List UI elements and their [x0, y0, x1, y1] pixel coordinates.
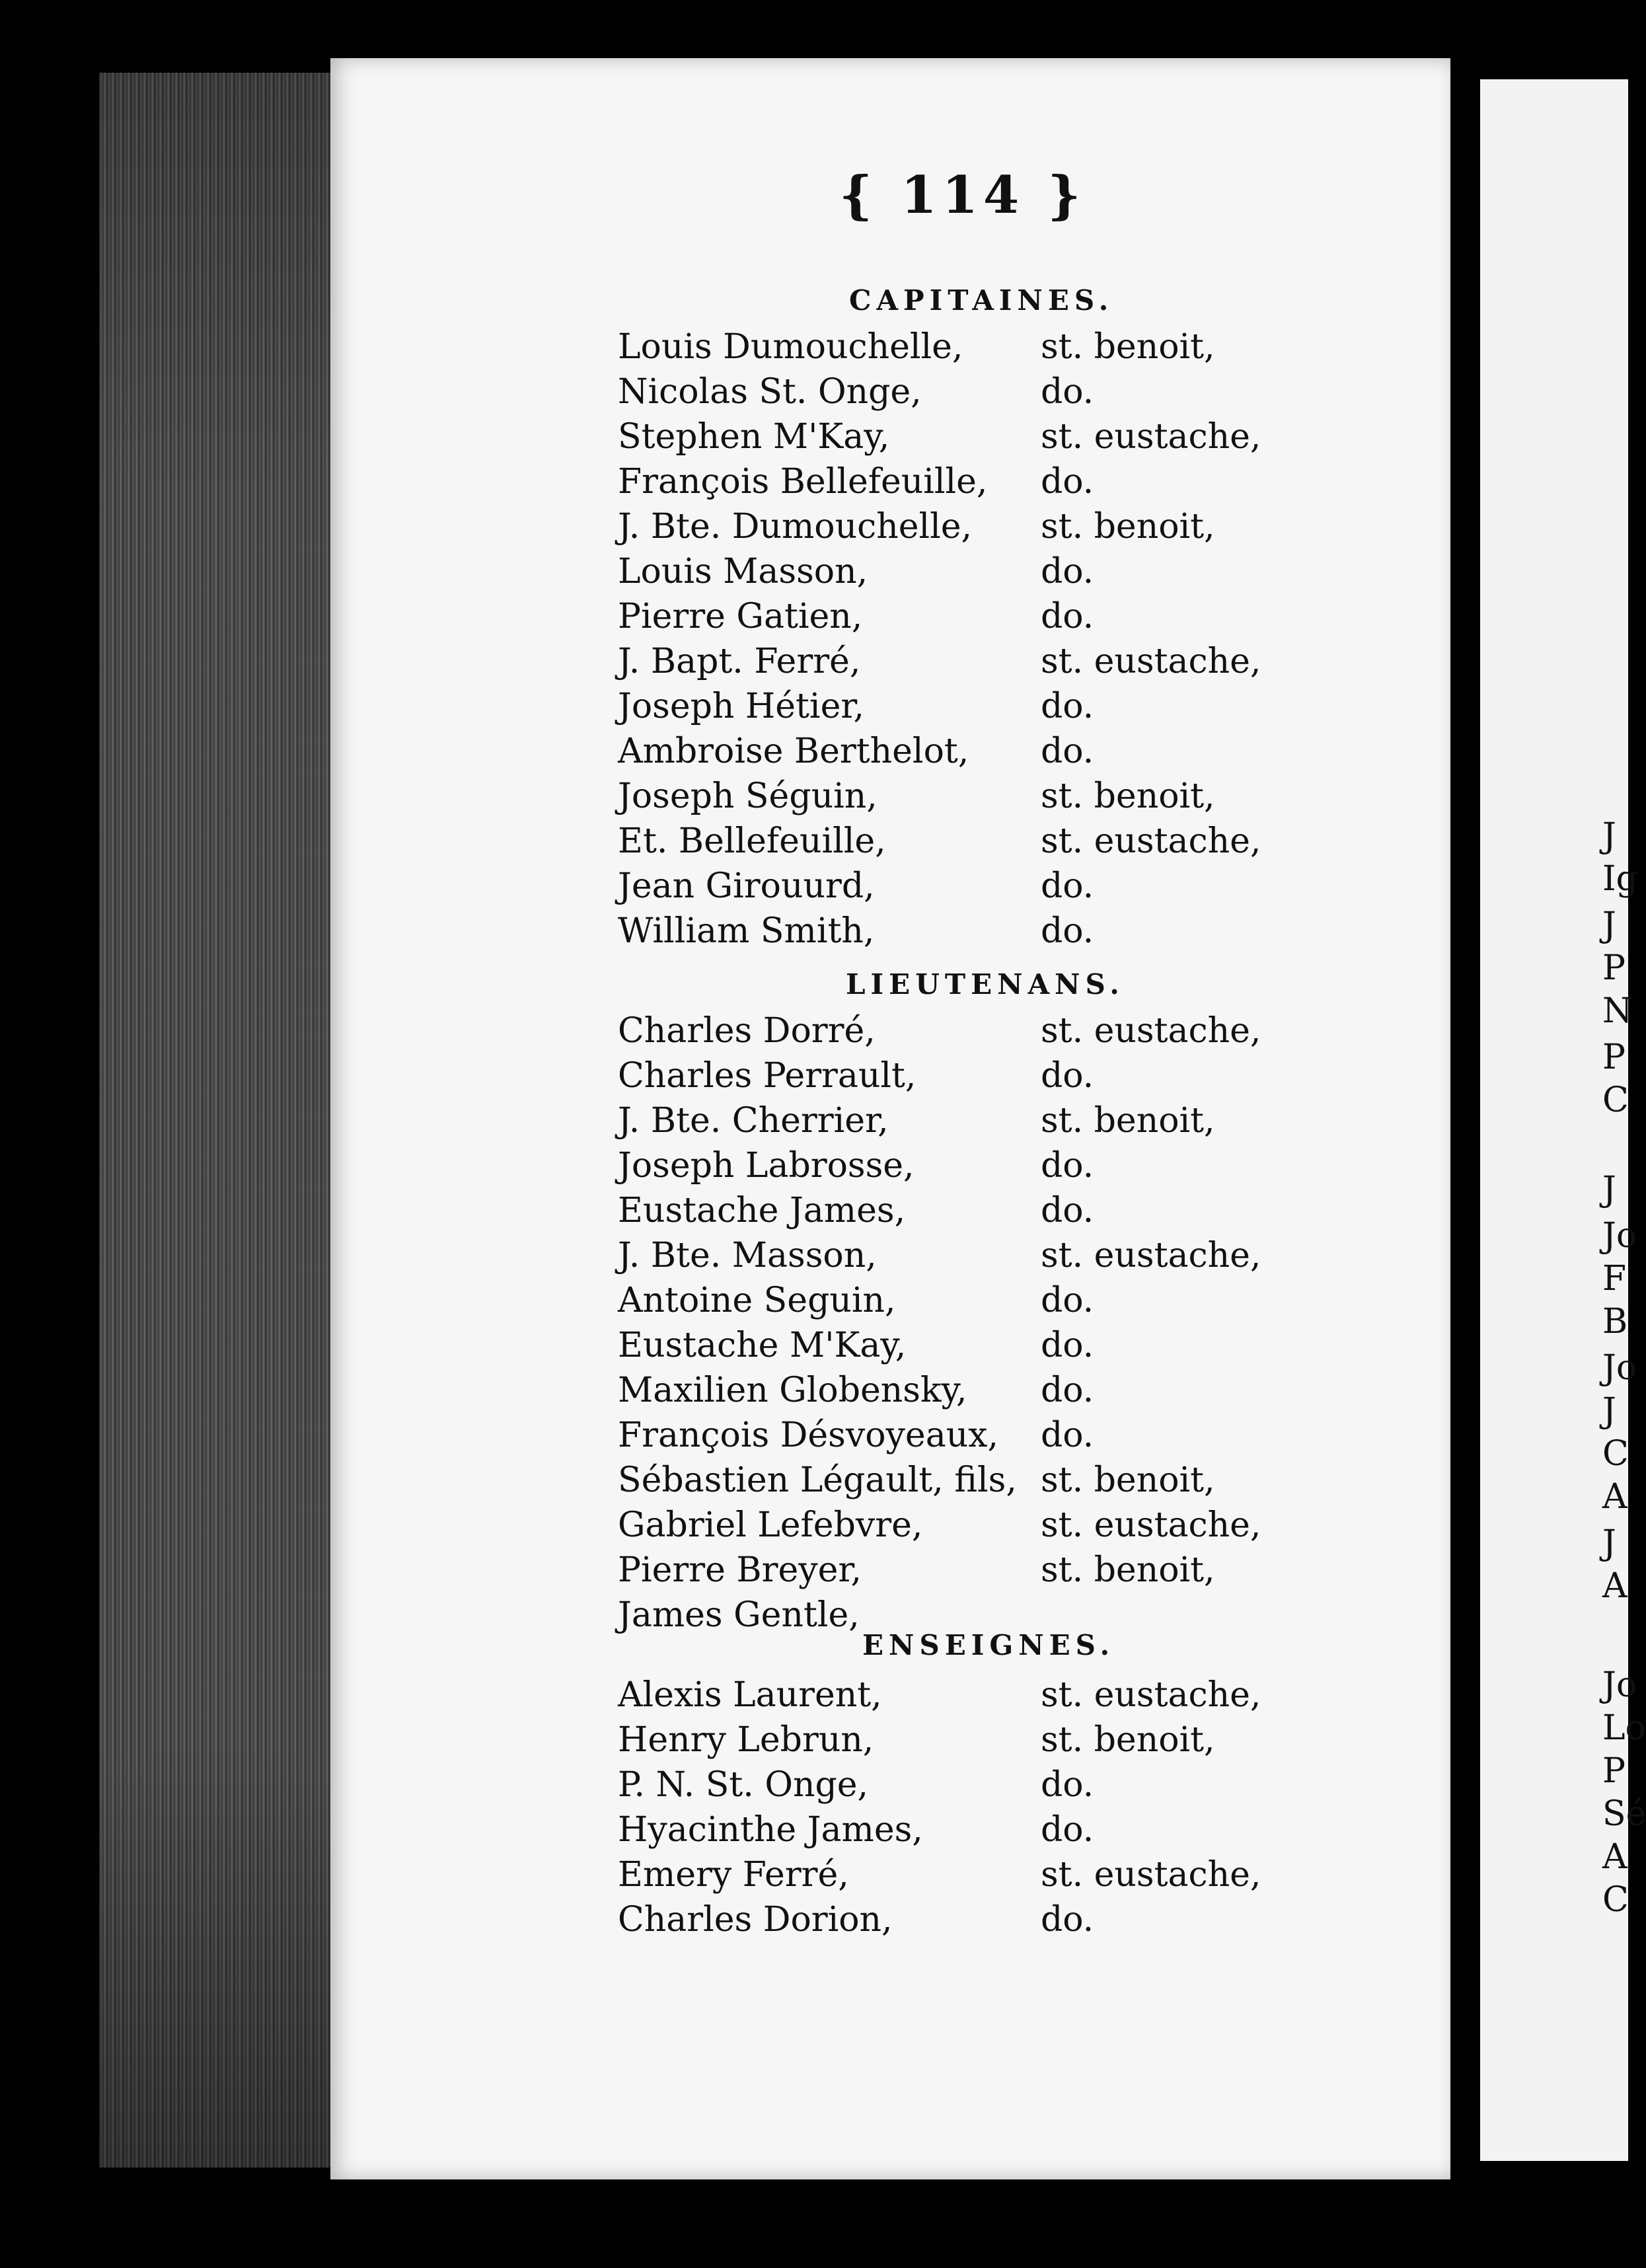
parish-name: st. benoit, [1041, 327, 1215, 367]
officer-name: Et. Bellefeuille, [618, 821, 886, 861]
parish-name: do. [1041, 1191, 1094, 1230]
parish-name: st. eustache, [1041, 417, 1261, 457]
parish-name: do. [1041, 552, 1094, 591]
parish-name: do. [1041, 911, 1094, 951]
adjacent-page-letter: B [1602, 1302, 1628, 1342]
officer-name: Joseph Hétier, [618, 687, 865, 726]
officer-name: Louis Masson, [618, 552, 868, 591]
parish-name: st. benoit, [1041, 1550, 1215, 1590]
officer-name: J. Bapt. Ferré, [618, 642, 861, 681]
parish-name: do. [1041, 687, 1094, 726]
adjacent-page-letter: F [1602, 1259, 1627, 1299]
officer-name: J. Bte. Dumouchelle, [618, 507, 973, 547]
page-number: { 114 } [839, 165, 1086, 225]
adjacent-page-letter: J [1602, 905, 1616, 945]
officer-name: James Gentle, [618, 1595, 860, 1635]
parish-name: do. [1041, 1281, 1094, 1320]
officer-name: Ambroise Berthelot, [618, 732, 969, 771]
officer-name: Henry Lebrun, [618, 1720, 874, 1760]
adjacent-page-letter: P [1602, 1038, 1626, 1077]
adjacent-page-letter: Ig [1602, 859, 1638, 899]
officer-name: Pierre Gatien, [618, 597, 863, 636]
adjacent-page-letter: C [1602, 1434, 1629, 1474]
officer-name: Charles Perrault, [618, 1056, 917, 1096]
parish-name: st. eustache, [1041, 1675, 1261, 1715]
adjacent-page-letter: P [1602, 1751, 1626, 1791]
section-title: ENSEIGNES. [862, 1629, 1115, 1661]
officer-name: Charles Dorion, [618, 1900, 893, 1940]
parish-name: do. [1041, 1900, 1094, 1940]
officer-name: William Smith, [618, 911, 875, 951]
parish-name: do. [1041, 1810, 1094, 1850]
adjacent-page-letter: Sé [1602, 1794, 1646, 1834]
parish-name: do. [1041, 1371, 1094, 1410]
officer-name: Charles Dorré, [618, 1011, 876, 1051]
adjacent-page-letter: J [1602, 1170, 1616, 1209]
parish-name: do. [1041, 372, 1094, 412]
officer-name: Stephen M'Kay, [618, 417, 890, 457]
adjacent-page-letter: Jo [1602, 1216, 1637, 1256]
adjacent-page-letter: Jo [1602, 1348, 1637, 1388]
parish-name: st. eustache, [1041, 642, 1261, 681]
parish-name: do. [1041, 866, 1094, 906]
officer-name: Emery Ferré, [618, 1855, 849, 1895]
officer-name: Sébastien Légault, fils, [618, 1460, 1017, 1500]
adjacent-page-letter: C [1602, 1080, 1629, 1120]
officer-name: Pierre Breyer, [618, 1550, 862, 1590]
officer-name: Nicolas St. Onge, [618, 372, 922, 412]
parish-name: st. eustache, [1041, 1236, 1261, 1275]
officer-name: Joseph Séguin, [618, 776, 878, 816]
adjacent-page-letter: A [1602, 1566, 1627, 1606]
officer-name: Alexis Laurent, [618, 1675, 882, 1715]
adjacent-page-letter: C [1602, 1880, 1629, 1920]
parish-name: st. benoit, [1041, 1720, 1215, 1760]
parish-name: st. benoit, [1041, 507, 1215, 547]
officer-name: Eustache James, [618, 1191, 906, 1230]
officer-name: J. Bte. Cherrier, [618, 1101, 889, 1141]
section-title: CAPITAINES. [849, 284, 1114, 317]
section-title: LIEUTENANS. [846, 968, 1125, 1001]
adjacent-page-letter: A [1602, 1477, 1627, 1517]
adjacent-page-letter: P [1602, 948, 1626, 988]
officer-name: Gabriel Lefebvre, [618, 1505, 923, 1545]
parish-name: do. [1041, 1056, 1094, 1096]
parish-name: st. eustache, [1041, 1011, 1261, 1051]
adjacent-page-letter: J [1602, 1523, 1616, 1563]
adjacent-page-letter: Lo [1602, 1708, 1646, 1748]
adjacent-page-letter: N [1602, 991, 1633, 1031]
parish-name: st. eustache, [1041, 1855, 1261, 1895]
book-spine [99, 73, 333, 2168]
parish-name: do. [1041, 1765, 1094, 1805]
parish-name: do. [1041, 1326, 1094, 1365]
officer-name: P. N. St. Onge, [618, 1765, 869, 1805]
officer-name: Joseph Labrosse, [618, 1146, 915, 1186]
officer-name: Jean Girouurd, [618, 866, 875, 906]
parish-name: st. benoit, [1041, 776, 1215, 816]
parish-name: do. [1041, 732, 1094, 771]
officer-name: Antoine Seguin, [618, 1281, 896, 1320]
officer-name: Maxilien Globensky, [618, 1371, 967, 1410]
adjacent-page-letter: A [1602, 1837, 1627, 1877]
adjacent-page-letter: J [1602, 1391, 1616, 1431]
parish-name: st. benoit, [1041, 1101, 1215, 1141]
officer-name: Eustache M'Kay, [618, 1326, 907, 1365]
parish-name: st. benoit, [1041, 1460, 1215, 1500]
officer-name: François Désvoyeaux, [618, 1416, 999, 1455]
officer-name: François Bellefeuille, [618, 462, 988, 502]
parish-name: do. [1041, 1416, 1094, 1455]
parish-name: st. eustache, [1041, 1505, 1261, 1545]
officer-name: J. Bte. Masson, [618, 1236, 877, 1275]
adjacent-page-letter: Jo [1602, 1665, 1637, 1705]
parish-name: do. [1041, 597, 1094, 636]
parish-name: st. eustache, [1041, 821, 1261, 861]
parish-name: do. [1041, 462, 1094, 502]
parish-name: do. [1041, 1146, 1094, 1186]
officer-name: Hyacinthe James, [618, 1810, 923, 1850]
adjacent-page-letter: J [1602, 816, 1616, 856]
officer-name: Louis Dumouchelle, [618, 327, 963, 367]
